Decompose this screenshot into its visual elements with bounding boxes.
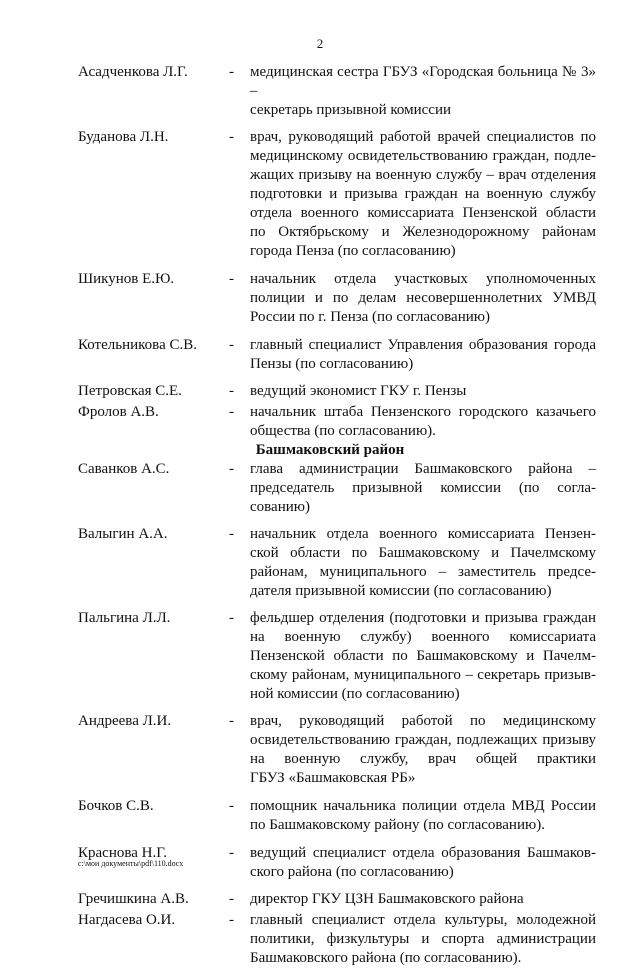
footer-file-path: c:\мои документы\pdf\110.docx — [78, 859, 184, 868]
member-entry — [0, 911, 640, 968]
member-dash: - — [229, 912, 234, 928]
member-position — [250, 797, 596, 835]
member-dash: - — [229, 526, 234, 542]
page-number: 2 — [316, 36, 324, 51]
member-position-line: города Пенза (по согласованию) — [250, 243, 456, 259]
member-position — [250, 270, 596, 327]
member-position-line: полиции и по делам несовершеннолетних УМВД — [250, 290, 596, 306]
member-position-line: начальник отдела военного комиссариата Пензен- — [250, 526, 596, 542]
member-name: Андреева Л.И. — [78, 713, 172, 729]
member-name: Краснова Н.Г. — [78, 845, 167, 861]
member-dash: - — [229, 610, 234, 626]
member-name: Асадченкова Л.Г. — [78, 64, 188, 80]
member-position-line: скому районам, муниципального – секретарь призыв- — [250, 667, 596, 683]
member-position-line: главный специалист отдела культуры, молодежной — [250, 912, 596, 928]
member-position-line: глава администрации Башмаковского района – — [250, 461, 596, 477]
member-position-line: подготовки и призыва граждан на военную службу — [250, 186, 596, 202]
member-name: Шикунов Е.Ю. — [78, 271, 175, 287]
member-position-line: по Башмаковскому району (по согласованию). — [250, 817, 545, 833]
member-name: Валыгин А.А. — [78, 526, 168, 542]
member-position-line: врач, руководящий работой по медицинскому — [250, 713, 596, 729]
member-position-line: общества (по согласованию). — [250, 423, 436, 439]
member-name: Саванков А.С. — [78, 461, 170, 477]
member-position — [250, 890, 596, 909]
member-entry — [0, 712, 640, 788]
member-position — [250, 844, 596, 882]
member-position-line: сованию) — [250, 499, 310, 515]
member-position — [250, 382, 596, 401]
member-position-line: медицинскому освидетельствованию граждан, подле- — [250, 148, 596, 164]
member-name: Пальгина Л.Л. — [78, 610, 171, 626]
member-name: Петровская С.Е. — [78, 383, 182, 399]
member-position-line: освидетельствованию граждан, подлежащих призыву — [250, 732, 596, 748]
member-position-line: ской области по Башмаковскому и Пачелмскому — [250, 545, 596, 561]
member-position — [250, 712, 596, 788]
commission-member-list — [0, 63, 640, 968]
member-position-line: ведущий экономист ГКУ г. Пензы — [250, 383, 467, 399]
member-position-line: секретарь призывной комиссии — [250, 102, 452, 118]
member-entry — [0, 890, 640, 909]
member-position-line: Башмаковского района (по согласованию). — [250, 950, 522, 966]
member-position-line: жащих призыву на военную службу – врач отделения — [250, 167, 596, 183]
member-entry — [0, 63, 640, 120]
member-position-line: ной комиссии (по согласованию) — [250, 686, 460, 702]
member-position-line: политики, физкультуры и спорта администрации — [250, 931, 596, 947]
member-position — [250, 336, 596, 374]
member-list-top — [0, 63, 640, 441]
member-position-line: медицинская сестра ГБУЗ «Городская больница № 3» – — [250, 64, 596, 99]
member-position-line: по Октябрьскому и Железнодорожному районам — [250, 224, 596, 240]
member-dash: - — [229, 383, 234, 399]
member-dash: - — [229, 64, 234, 80]
member-name: Бочков С.В. — [78, 798, 154, 814]
member-position — [250, 460, 596, 517]
member-position — [250, 911, 596, 968]
member-dash: - — [229, 271, 234, 287]
member-position-line: ского района (по согласованию) — [250, 864, 454, 880]
member-entry — [0, 403, 640, 441]
member-position — [250, 525, 596, 601]
member-dash: - — [229, 129, 234, 145]
member-name: Котельникова С.В. — [78, 337, 197, 353]
member-name: Буданова Л.Н. — [78, 129, 169, 145]
member-position-line: на военную службу, врач общей практики — [250, 751, 596, 767]
member-dash: - — [229, 798, 234, 814]
member-position-line: фельдшер отделения (подготовки и призыва граждан — [250, 610, 596, 626]
section-heading: Башмаковский район — [255, 442, 405, 458]
member-dash: - — [229, 461, 234, 477]
member-entry — [0, 336, 640, 374]
member-position-line: председатель призывной комиссии (по согла- — [250, 480, 596, 496]
member-name: Нагдасева О.И. — [78, 912, 176, 928]
member-dash: - — [229, 845, 234, 861]
member-list-bottom — [0, 460, 640, 968]
member-position-line: Пензы (по согласованию) — [250, 356, 414, 372]
member-entry — [0, 797, 640, 835]
member-position-line: помощник начальника полиции отдела МВД России — [250, 798, 596, 814]
member-dash: - — [229, 404, 234, 420]
member-position-line: врач, руководящий работой врачей специалистов по — [250, 129, 596, 145]
member-position — [250, 609, 596, 704]
member-entry — [0, 525, 640, 601]
member-dash: - — [229, 891, 234, 907]
member-position-line: ГБУЗ «Башмаковская РБ» — [250, 770, 416, 786]
member-entry — [0, 609, 640, 704]
member-entry — [0, 382, 640, 401]
member-position-line: начальник штаба Пензенского городского казачьего — [250, 404, 596, 420]
member-position-line: районам, муниципального – заместитель предсе- — [250, 564, 596, 580]
member-position — [250, 63, 596, 120]
member-name: Гречишкина А.В. — [78, 891, 189, 907]
member-entry — [0, 460, 640, 517]
member-position-line: Пензенской области по Башмаковскому и Пачелм- — [250, 648, 596, 664]
member-entry — [0, 270, 640, 327]
member-name: Фролов А.В. — [78, 404, 159, 420]
member-position — [250, 128, 596, 261]
member-position-line: главный специалист Управления образования города — [250, 337, 596, 353]
member-position — [250, 403, 596, 441]
member-position-line: на военную службу) военного комиссариата — [250, 629, 596, 645]
member-position-line: начальник отдела участковых уполномоченных — [250, 271, 596, 287]
member-position-line: отдела военного комиссариата Пензенской области — [250, 205, 596, 221]
member-dash: - — [229, 337, 234, 353]
member-entry — [0, 128, 640, 261]
member-position-line: России по г. Пенза (по согласованию) — [250, 309, 490, 325]
member-position-line: дателя призывной комиссии (по согласованию) — [250, 583, 552, 599]
member-position-line: ведущий специалист отдела образования Башмаков- — [250, 845, 596, 861]
member-dash: - — [229, 713, 234, 729]
member-position-line: директор ГКУ ЦЗН Башмаковского района — [250, 891, 524, 907]
